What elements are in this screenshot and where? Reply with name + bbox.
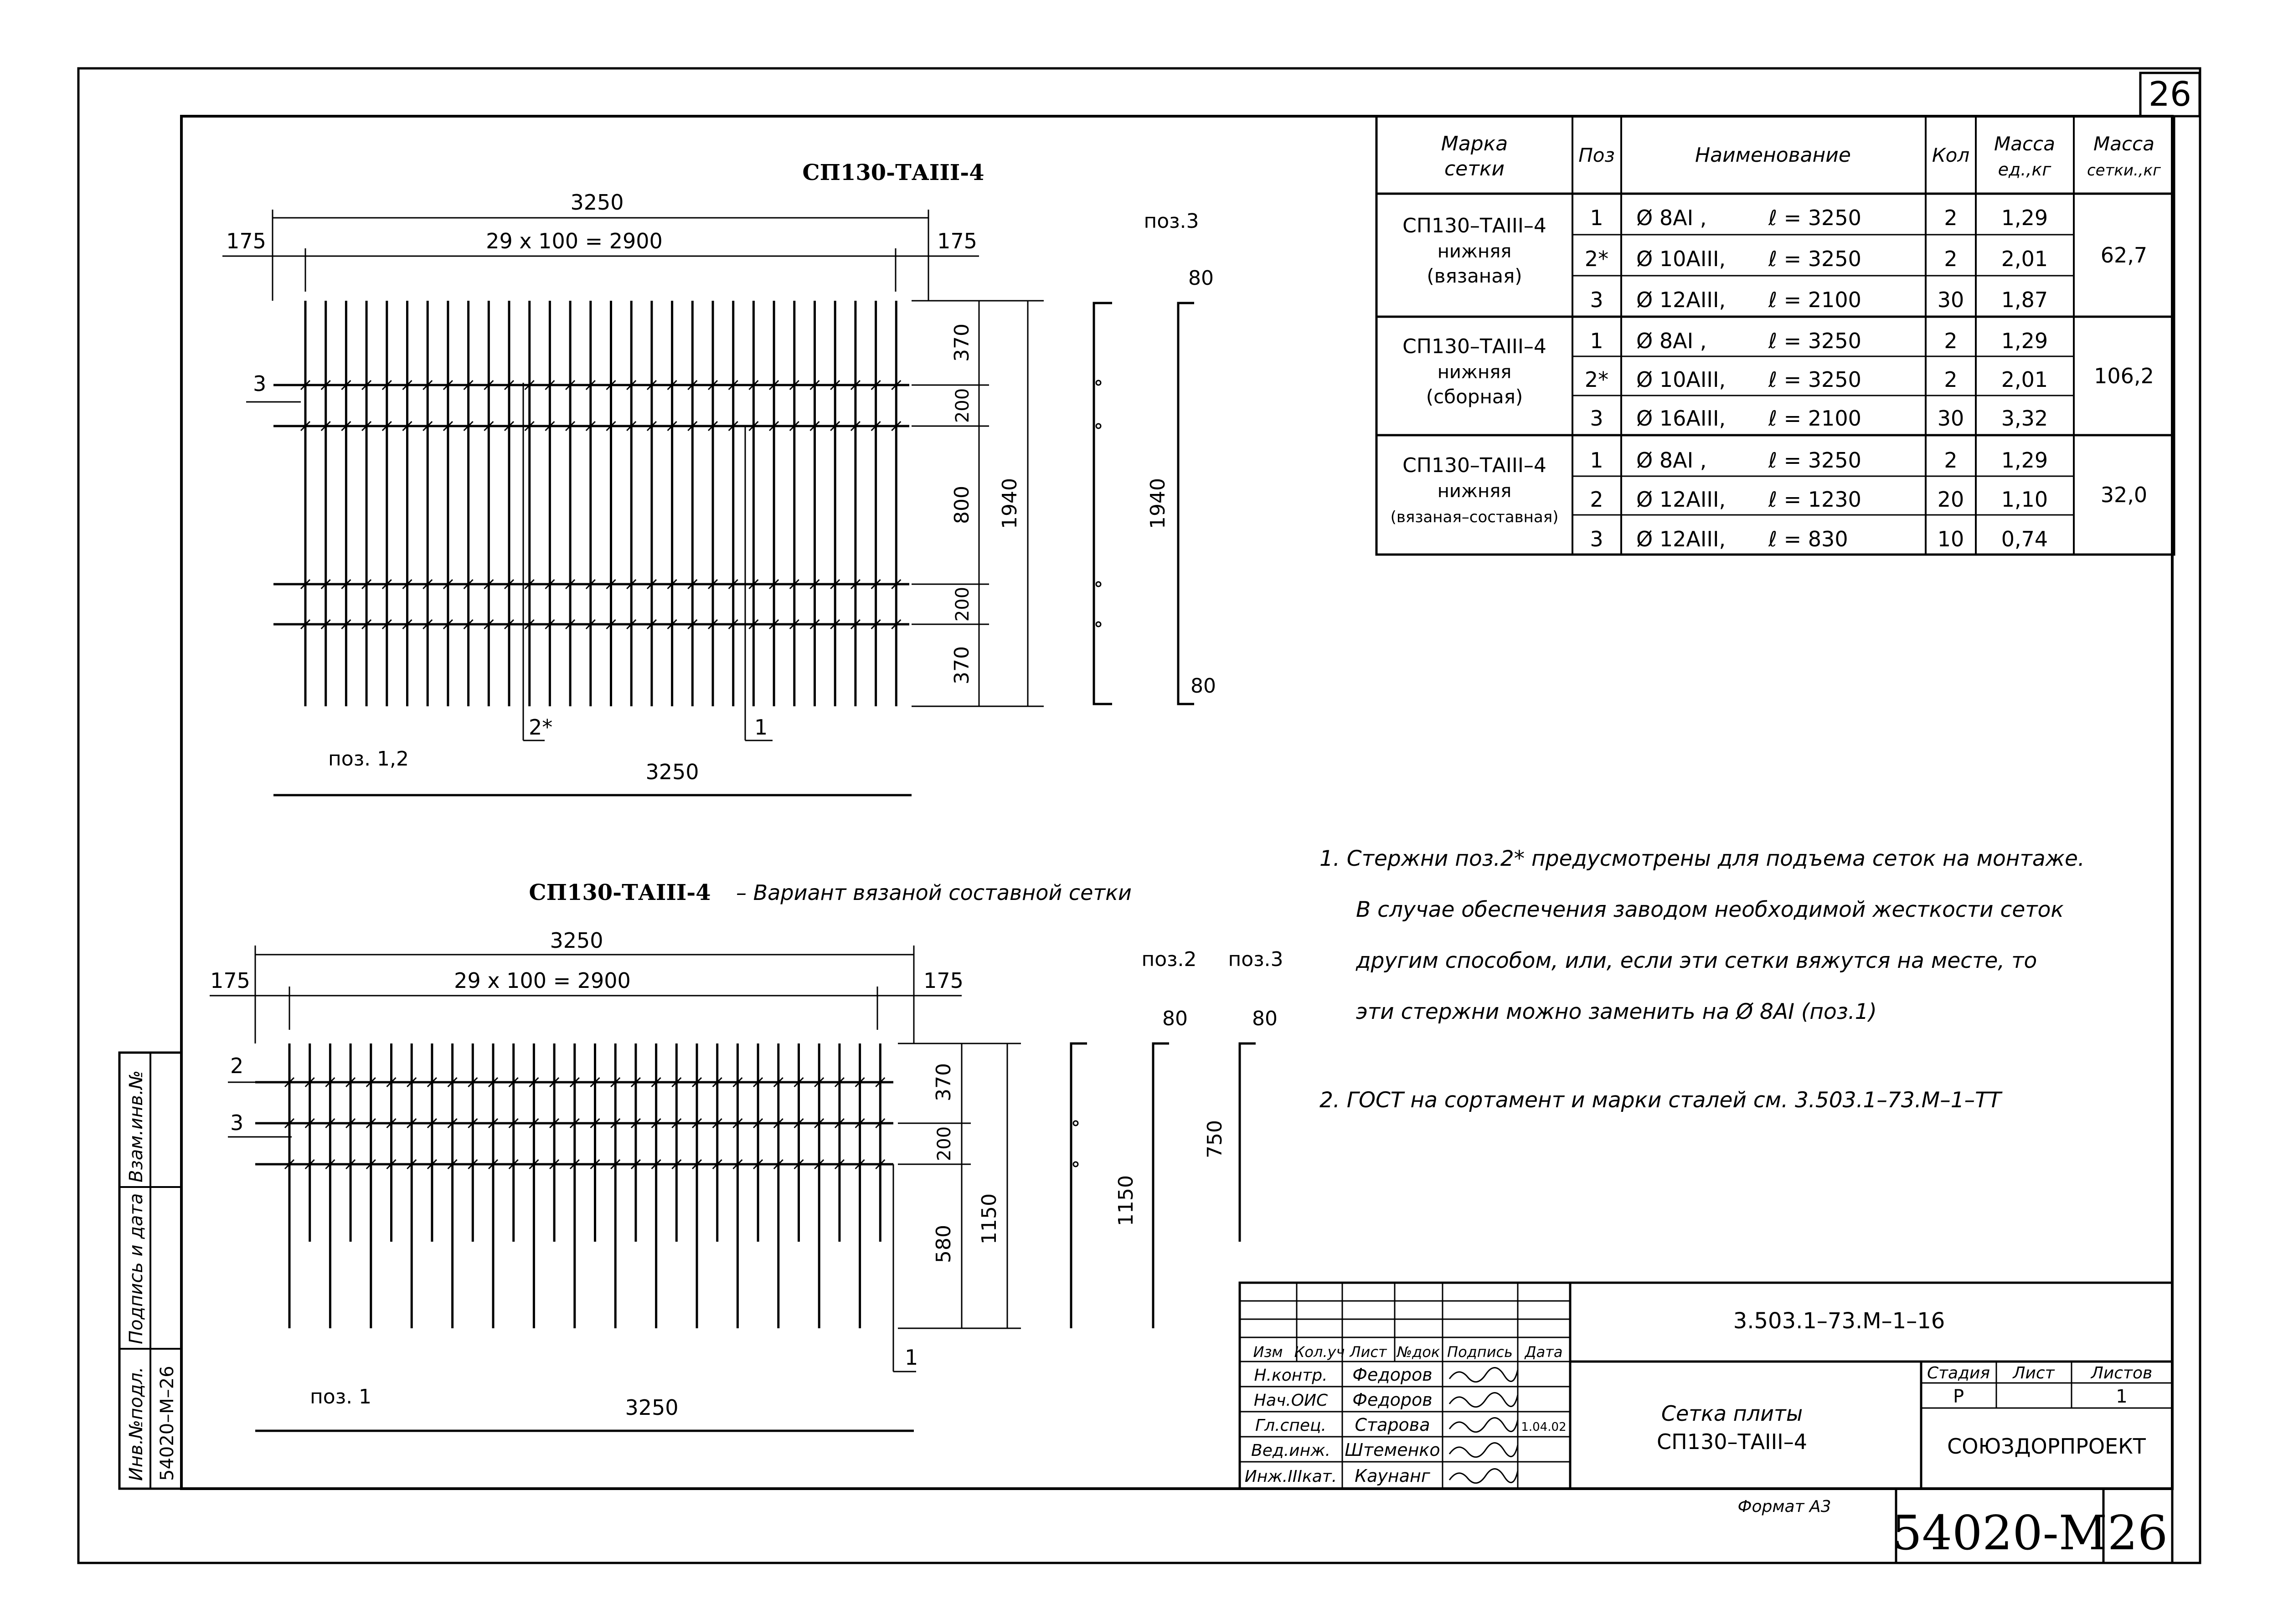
drawing2-section2-label: поз.2: [1141, 948, 1197, 971]
spec-cell-mass: 1,10: [2001, 487, 2048, 512]
spec-mark-line: СП130–ТАIII–4: [1402, 335, 1546, 358]
spec-mark-line: нижняя: [1437, 362, 1512, 383]
tb-staff-name: Федоров: [1352, 1390, 1433, 1410]
spec-cell-pos: 1: [1590, 448, 1603, 473]
tb-staff-name: Каунанг: [1355, 1466, 1430, 1486]
drawing1-pos-3: 3: [253, 371, 267, 396]
outer-frame: [78, 68, 2200, 1563]
spec-cell-length: ℓ = 3250: [1768, 247, 1861, 271]
spec-header-mark-2: сетки: [1444, 157, 1505, 180]
drawing1-dim-v5: 370: [950, 646, 974, 684]
drawing2-dim-v1: 370: [932, 1063, 955, 1101]
note-1-line-2: В случае обеспечения заводом необходимой жесткости сеток: [1356, 897, 2064, 922]
spec-cell-qty: 2: [1944, 367, 1958, 392]
spec-header-mass-total-1: Масса: [2093, 133, 2154, 155]
spec-cell-pos: 1: [1590, 206, 1603, 230]
spec-header-mass-unit-2: ед.,кг: [1998, 159, 2051, 180]
spec-mark-line: (сборная): [1426, 385, 1523, 408]
drawing2-title: СП130-ТАIII-4: [529, 880, 711, 905]
spec-cell-mass: 1,29: [2001, 329, 2048, 353]
drawing1-caption: поз. 1,2: [328, 747, 409, 771]
spec-mark-line: нижняя: [1437, 241, 1512, 262]
title-block: [1240, 1283, 2172, 1563]
tb-stage-value: Р: [1953, 1386, 1964, 1407]
spec-cell-length: ℓ = 1230: [1768, 487, 1861, 512]
spec-cell-pos: 3: [1590, 527, 1603, 551]
drawing2-pos-3: 3: [230, 1110, 244, 1135]
drawing1-pos-2star: 2*: [529, 715, 553, 740]
drawing1-dim-span: 29 x 100 = 2900: [486, 229, 663, 253]
tb-staff-role: Нач.ОИС: [1253, 1391, 1328, 1410]
spec-cell-qty: 10: [1937, 527, 1964, 551]
spec-cell-mass: 1,87: [2001, 288, 2048, 312]
drawing2-dim-v2: 200: [934, 1126, 955, 1161]
tb-head-cell: Дата: [1525, 1343, 1563, 1361]
spec-cell-name: Ø 12AIII,: [1636, 487, 1726, 512]
spec-cell-mass: 2,01: [2001, 367, 2048, 392]
drawing2-dim-v3: 580: [932, 1225, 955, 1263]
title-block-grid: [1240, 1283, 1570, 1489]
drawing1-dim-v4: 200: [952, 586, 973, 622]
spec-cell-mass: 0,74: [2001, 527, 2048, 551]
tb-head-cell: Изм: [1253, 1343, 1283, 1361]
drawing1-dim-total: 3250: [570, 190, 624, 215]
spec-mark-line: СП130–ТАIII–4: [1402, 214, 1546, 237]
side-stamp-signature-label: Подпись и дата: [126, 1193, 147, 1344]
drawing1-dim-v3: 800: [950, 486, 974, 524]
signature-scribble: [1449, 1443, 1518, 1457]
side-stamp-inv-label: Инв.№подл.: [126, 1367, 147, 1481]
tb-item-line-2: СП130–ТАIII–4: [1656, 1429, 1808, 1454]
drawing1-section-label: поз.3: [1144, 210, 1199, 233]
spec-cell-name: Ø 8AI ,: [1636, 448, 1707, 473]
drawing2-section3-height: 750: [1203, 1120, 1227, 1158]
tb-staff-date: 1.04.02: [1521, 1420, 1567, 1434]
note-1-line-3: другим способом, или, если эти сетки вяжутся на месте, то: [1356, 948, 2037, 973]
note-1-line-4: эти стержни можно заменить на Ø 8AI (поз.1): [1356, 999, 1877, 1024]
tb-sheets-value: 1: [2116, 1386, 2128, 1407]
drawing1-section-top: 80: [1188, 267, 1214, 290]
tb-staff-name: Старова: [1355, 1415, 1430, 1435]
spec-cell-qty: 2: [1944, 247, 1958, 271]
drawing2-bottom-dim: 3250: [625, 1395, 679, 1420]
tb-item-line-1: Сетка плиты: [1661, 1401, 1803, 1426]
spec-mark-line: нижняя: [1437, 481, 1512, 502]
spec-cell-name: Ø 10AIII,: [1636, 367, 1726, 392]
spec-cell-name: Ø 8AI ,: [1636, 329, 1707, 353]
spec-total-mass: 62,7: [2100, 243, 2148, 267]
spec-cell-name: Ø 12AIII,: [1636, 527, 1726, 551]
tb-stage-label: Стадия: [1927, 1364, 1990, 1382]
drawing2-subtitle: – Вариант вязаной составной сетки: [736, 880, 1132, 905]
tb-format: Формат А3: [1737, 1497, 1831, 1516]
tb-staff-name: Федоров: [1352, 1365, 1433, 1385]
tb-head-cell: Кол.уч: [1294, 1343, 1345, 1361]
spec-cell-qty: 2: [1944, 329, 1958, 353]
spec-cell-qty: 30: [1937, 406, 1964, 431]
spec-cell-name: Ø 12AIII,: [1636, 288, 1726, 312]
spec-cell-name: Ø 10AIII,: [1636, 247, 1726, 271]
drawing2-section2-top: 80: [1162, 1007, 1188, 1030]
spec-cell-qty: 2: [1944, 206, 1958, 230]
tb-staff-role: Гл.спец.: [1255, 1416, 1326, 1435]
tb-staff-name: Штеменко: [1345, 1440, 1440, 1460]
tb-organization: СОЮЗДОРПРОЕКТ: [1947, 1434, 2146, 1459]
drawing2-dim-height: 1150: [978, 1193, 1001, 1244]
tb-bottom-code: 54020-М: [1891, 1505, 2108, 1561]
drawing1-dim-right: 175: [937, 229, 977, 253]
spec-header-pos: Поз: [1578, 144, 1615, 166]
spec-mark-line: (вязаная–составная): [1390, 508, 1559, 526]
spec-cell-mass: 2,01: [2001, 247, 2048, 271]
spec-mark-line: (вязаная): [1427, 265, 1522, 287]
spec-header-mass-unit-1: Масса: [1994, 133, 2055, 155]
tb-head-cell: Лист: [1350, 1343, 1387, 1361]
drawing2-vertical-bars: [285, 1043, 885, 1328]
tb-doc-code: 3.503.1–73.М–1–16: [1733, 1308, 1945, 1334]
spec-cell-pos: 2*: [1584, 367, 1609, 392]
drawing1-dim-left: 175: [226, 229, 266, 253]
drawing2-section3-top: 80: [1252, 1007, 1278, 1030]
spec-header-name: Наименование: [1695, 144, 1851, 167]
spec-total-mass: 106,2: [2094, 364, 2154, 388]
spec-cell-length: ℓ = 3250: [1768, 367, 1861, 392]
spec-cell-pos: 2*: [1584, 247, 1609, 271]
spec-cell-length: ℓ = 830: [1768, 527, 1848, 551]
tb-staff-role: Н.контр.: [1254, 1366, 1328, 1385]
drawing1-section-bottom: 80: [1191, 674, 1216, 698]
signature-scribble: [1449, 1469, 1518, 1483]
drawing2-dim-left: 175: [210, 968, 250, 993]
tb-staff-role: Инж.IIIкат.: [1244, 1467, 1337, 1486]
drawing1-dim-v2: 200: [952, 388, 973, 423]
drawing2-pos-2: 2: [230, 1054, 244, 1078]
drawing2-dim-total: 3250: [550, 928, 603, 953]
side-stamp-replace-label: Взам.инв.№: [126, 1070, 147, 1182]
drawing2-section3-label: поз.3: [1228, 948, 1283, 971]
drawing1-vertical-bars: [301, 301, 901, 706]
tb-sheets-label: Листов: [2091, 1364, 2153, 1382]
signature-scribble: [1449, 1393, 1518, 1407]
spec-cell-mass: 1,29: [2001, 448, 2048, 473]
spec-cell-pos: 3: [1590, 288, 1603, 312]
spec-header-mass-total-2: сетки.,кг: [2087, 161, 2161, 180]
drawing2-section2-height: 1150: [1114, 1175, 1138, 1226]
drawing2-dim-right: 175: [923, 968, 964, 993]
drawing-2: [210, 880, 1283, 1431]
spec-table: [1376, 116, 2174, 555]
spec-rows: [1391, 206, 2154, 551]
spec-cell-mass: 1,29: [2001, 206, 2048, 230]
tb-staff-role: Вед.инж.: [1251, 1441, 1330, 1460]
note-1-line-1: 1. Стержни поз.2* предусмотрены для подъема сеток на монтаже.: [1319, 846, 2085, 871]
top-sheet-number: 26: [2148, 75, 2192, 114]
spec-cell-qty: 30: [1937, 288, 1964, 312]
drawing1-title: СП130-ТАIII-4: [802, 160, 984, 185]
drawing1-pos-1: 1: [754, 715, 768, 740]
spec-cell-pos: 1: [1590, 329, 1603, 353]
notes: [1319, 846, 2085, 1113]
side-stamp: [119, 1053, 181, 1489]
spec-header-mark-1: Марка: [1441, 132, 1508, 155]
tb-bottom-sheet: 26: [2107, 1505, 2168, 1561]
signature-scribble: [1449, 1367, 1518, 1382]
spec-cell-length: ℓ = 3250: [1768, 206, 1861, 230]
tb-sheet-label: Лист: [2013, 1364, 2055, 1382]
spec-cell-length: ℓ = 3250: [1768, 329, 1861, 353]
drawing1-dim-height: 1940: [998, 478, 1021, 529]
signature-scribble: [1449, 1418, 1518, 1432]
drawing-1: [222, 160, 1216, 795]
spec-cell-length: ℓ = 3250: [1768, 448, 1861, 473]
spec-cell-length: ℓ = 2100: [1768, 406, 1861, 431]
note-2: 2. ГОСТ на сортамент и марки сталей см. 3.503.1–73.М–1–ТТ: [1319, 1088, 2001, 1113]
spec-cell-qty: 2: [1944, 448, 1958, 473]
drawing1-section-height: 1940: [1146, 478, 1170, 529]
spec-header-qty: Кол: [1932, 144, 1970, 166]
spec-cell-pos: 2: [1590, 487, 1603, 512]
side-stamp-inv-value: 54020–М–26: [157, 1366, 178, 1481]
spec-cell-mass: 3,32: [2001, 406, 2048, 431]
spec-cell-pos: 3: [1590, 406, 1603, 431]
tb-head-cell: Подпись: [1447, 1343, 1513, 1361]
drawing2-caption: поз. 1: [310, 1385, 372, 1408]
spec-cell-name: Ø 8AI ,: [1636, 206, 1707, 230]
spec-cell-qty: 20: [1937, 487, 1964, 512]
tb-head-cell: №док: [1397, 1343, 1440, 1361]
drawing2-pos-1: 1: [905, 1345, 918, 1370]
drawing2-dim-span: 29 x 100 = 2900: [454, 968, 631, 993]
spec-total-mass: 32,0: [2100, 483, 2148, 507]
drawing1-bottom-dim: 3250: [645, 760, 699, 784]
spec-cell-name: Ø 16AIII,: [1636, 406, 1726, 431]
drawing1-dim-v1: 370: [950, 324, 974, 362]
spec-mark-line: СП130–ТАIII–4: [1402, 454, 1546, 477]
spec-cell-length: ℓ = 2100: [1768, 288, 1861, 312]
